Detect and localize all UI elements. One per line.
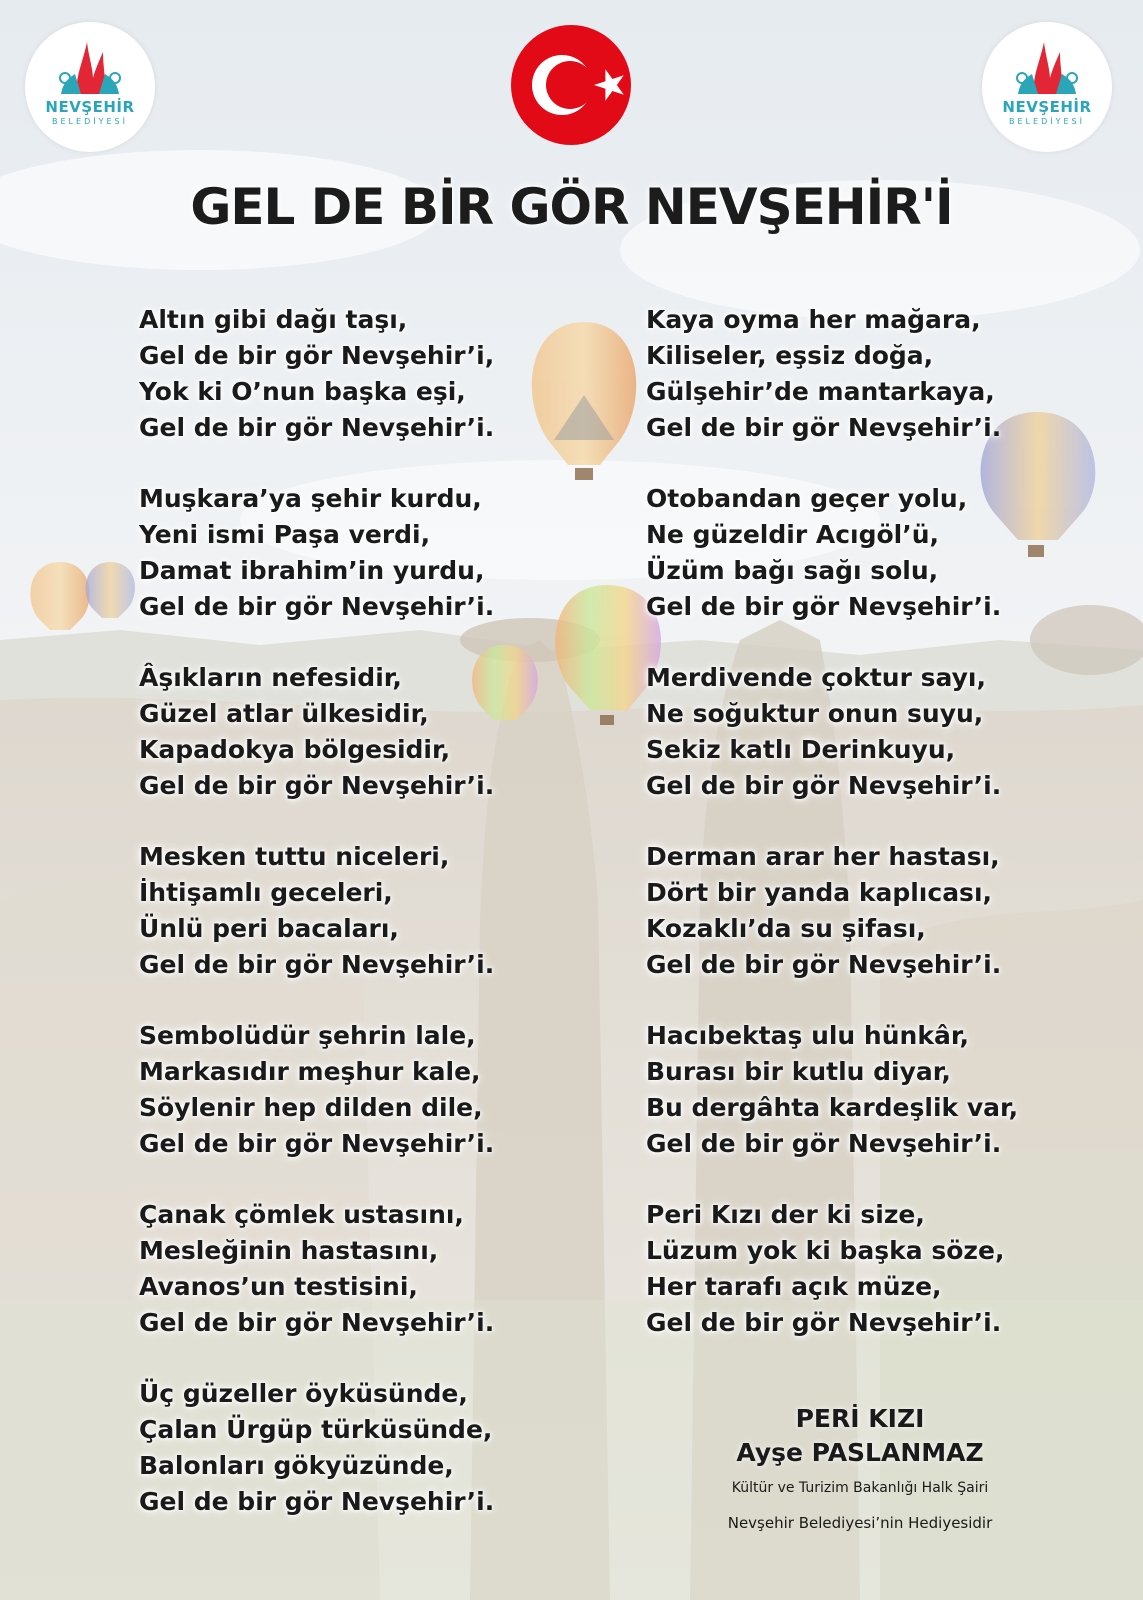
- poem-line: Avanos’un testisini,: [139, 1272, 418, 1301]
- poem-line: Güzel atlar ülkesidir,: [139, 699, 429, 728]
- poem-line: Söylenir hep dilden dile,: [139, 1093, 483, 1122]
- poem-line: Peri Kızı der ki size,: [646, 1200, 925, 1229]
- logo-subtitle: BELEDİYESİ: [52, 117, 128, 126]
- stanza: [646, 660, 1018, 804]
- poem-line: Gel de bir gör Nevşehir’i.: [139, 950, 495, 979]
- poem-line: Sembolüdür şehrin lale,: [139, 1021, 476, 1050]
- logo-name: NEVŞEHİR: [1002, 98, 1092, 116]
- stanza: [139, 481, 494, 625]
- poem-line: Üzüm bağı sağı solu,: [646, 556, 939, 585]
- poem-line: Yok ki O’nun başka eşi,: [139, 377, 466, 406]
- poem-line: Çalan Ürgüp türküsünde,: [139, 1415, 493, 1444]
- poem-line: Çanak çömlek ustasını,: [139, 1200, 464, 1229]
- poem-line: Gel de bir gör Nevşehir’i.: [646, 413, 1002, 442]
- stanza: [139, 1197, 494, 1341]
- stanza: [646, 1197, 1018, 1341]
- poem-column-right: [646, 302, 1018, 1376]
- poem-line: Âşıkların nefesidir,: [139, 663, 402, 692]
- poem-line: Gel de bir gör Nevşehir’i.: [139, 413, 495, 442]
- poem-line: Üç güzeller öyküsünde,: [139, 1379, 468, 1408]
- poem-line: Bu dergâhta kardeşlik var,: [646, 1093, 1019, 1122]
- poem-line: Kaya oyma her mağara,: [646, 305, 981, 334]
- stanza: [139, 302, 494, 446]
- poem-column-left: [139, 302, 494, 1555]
- turkish-flag-icon: [510, 24, 632, 146]
- logo-subtitle: BELEDİYESİ: [1009, 117, 1085, 126]
- poem-line: Gel de bir gör Nevşehir’i.: [139, 1129, 495, 1158]
- poem-line: Gel de bir gör Nevşehir’i.: [646, 1308, 1002, 1337]
- poem-line: Ne güzeldir Acıgöl’ü,: [646, 520, 940, 549]
- stanza: [646, 839, 1018, 983]
- poem-line: Ne soğuktur onun suyu,: [646, 699, 984, 728]
- poem-line: Hacıbektaş ulu hünkâr,: [646, 1021, 969, 1050]
- poem-line: Gel de bir gör Nevşehir’i.: [646, 950, 1002, 979]
- poem-line: Lüzum yok ki başka söze,: [646, 1236, 1005, 1265]
- poem-line: Otobandan geçer yolu,: [646, 484, 968, 513]
- poem-line: Damat ibrahim’in yurdu,: [139, 556, 485, 585]
- nevsehir-belediyesi-logo-right: [982, 22, 1112, 152]
- poem-line: Merdivende çoktur sayı,: [646, 663, 986, 692]
- poem-line: Sekiz katlı Derinkuyu,: [646, 735, 956, 764]
- poem-line: İhtişamlı geceleri,: [139, 878, 393, 907]
- poem-line: Mesleğinin hastasını,: [139, 1236, 439, 1265]
- stanza: [646, 302, 1018, 446]
- logo-name: NEVŞEHİR: [45, 98, 135, 116]
- poem-line: Altın gibi dağı taşı,: [139, 305, 408, 334]
- author-role: Kültür ve Turizim Bakanlığı Halk Şairi: [731, 1480, 989, 1496]
- poem-line: Gel de bir gör Nevşehir’i,: [139, 341, 495, 370]
- poem-line: Kozaklı’da su şifası,: [646, 914, 926, 943]
- stanza: [139, 660, 494, 804]
- poem-title: GEL DE BİR GÖR NEVŞEHİR'İ: [190, 178, 953, 236]
- poem-line: Yeni ismi Paşa verdi,: [139, 520, 431, 549]
- nevsehir-belediyesi-logo-left: [25, 22, 155, 152]
- poem-line: Kapadokya bölgesidir,: [139, 735, 451, 764]
- poem-line: Gülşehir’de mantarkaya,: [646, 377, 995, 406]
- municipality-emblem-icon: [25, 22, 155, 152]
- stanza: [139, 1018, 494, 1162]
- poem-line: Ünlü peri bacaları,: [139, 914, 399, 943]
- author-name: Ayşe PASLANMAZ: [736, 1438, 984, 1467]
- poem-line: Gel de bir gör Nevşehir’i.: [646, 592, 1002, 621]
- stanza: [139, 839, 494, 983]
- poem-line: Gel de bir gör Nevşehir’i.: [646, 1129, 1002, 1158]
- author-block: [650, 1402, 1070, 1536]
- poem-line: Burası bir kutlu diyar,: [646, 1057, 951, 1086]
- municipality-emblem-icon: [982, 22, 1112, 152]
- poem-line: Gel de bir gör Nevşehir’i.: [139, 1308, 495, 1337]
- poem-line: Dört bir yanda kaplıcası,: [646, 878, 993, 907]
- poem-line: Mesken tuttu niceleri,: [139, 842, 450, 871]
- poem-line: Muşkara’ya şehir kurdu,: [139, 484, 482, 513]
- poem-line: Gel de bir gör Nevşehir’i.: [139, 592, 495, 621]
- gift-note: Nevşehir Belediyesi’nin Hediyesidir: [727, 1514, 993, 1532]
- poem-line: Derman arar her hastası,: [646, 842, 1000, 871]
- poem-line: Her tarafı açık müze,: [646, 1272, 942, 1301]
- poem-line: Gel de bir gör Nevşehir’i.: [139, 771, 495, 800]
- stanza: [646, 481, 1018, 625]
- poem-line: Kiliseler, eşsiz doğa,: [646, 341, 934, 370]
- stanza: [139, 1376, 494, 1520]
- poem-line: Markasıdır meşhur kale,: [139, 1057, 481, 1086]
- author-pen-name: PERİ KIZI: [795, 1404, 925, 1433]
- poem-line: Balonları gökyüzünde,: [139, 1451, 454, 1480]
- poem-line: Gel de bir gör Nevşehir’i.: [646, 771, 1002, 800]
- poem-line: Gel de bir gör Nevşehir’i.: [139, 1487, 495, 1516]
- stanza: [646, 1018, 1018, 1162]
